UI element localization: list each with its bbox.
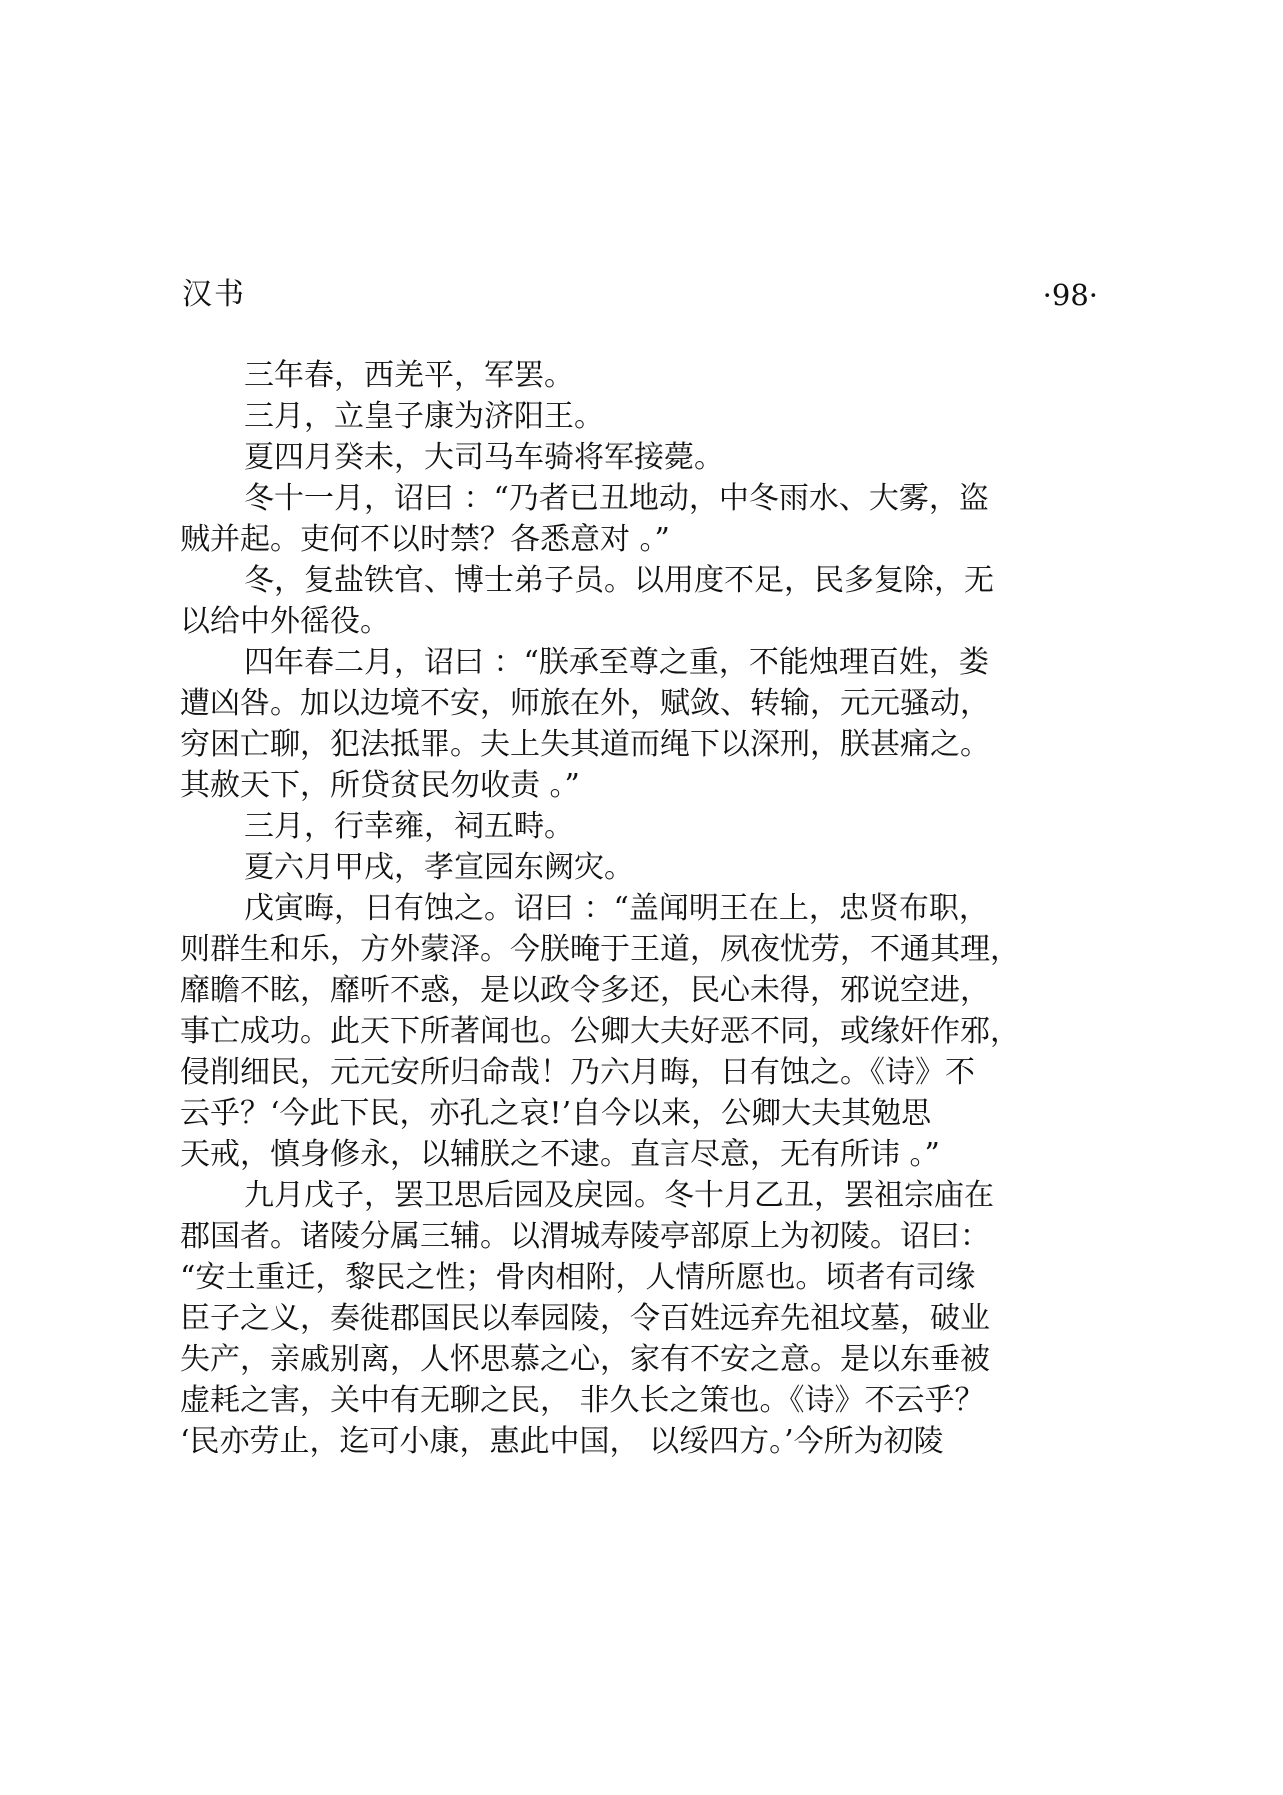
text-line: 臣子之义，奏徙郡国民以奉园陵，令百姓远弃先祖坟墓，破业 xyxy=(180,1301,990,1336)
text-line: 其赦天下，所贷贫民勿收责 。” xyxy=(180,768,580,803)
text-line: 三月，立皇子康为济阳王。 xyxy=(244,399,604,434)
text-line: 遭凶咎。加以边境不安，师旅在外，赋敛、转输，元元骚动， xyxy=(180,686,990,721)
text-line: 三月，行幸雍，祠五畤。 xyxy=(244,809,574,844)
text-line: 九月戊子，罢卫思后园及戾园。冬十月乙丑，罢祖宗庙在 xyxy=(244,1178,994,1213)
book-title: 汉书 xyxy=(182,277,246,312)
text-line: “安土重迁，黎民之性；骨肉相附，人情所愿也。顷者有司缘 xyxy=(180,1260,976,1295)
text-line: 虚耗之害，关中有无聊之民， 非久长之策也。《诗》不云乎？ xyxy=(180,1383,985,1418)
text-line: 冬十一月，诏曰 ：“乃者已丑地动，中冬雨水、大雾，盗 xyxy=(244,481,989,516)
text-line: 失产，亲戚别离，人怀思慕之心，家有不安之意。是以东垂被 xyxy=(180,1342,990,1377)
text-line: 贼并起。吏何不以时禁？各悉意对 。” xyxy=(180,522,670,557)
text-line: 侵削细民，元元安所归命哉！乃六月晦，日有蚀之。《诗》不 xyxy=(180,1055,975,1090)
body-text xyxy=(180,355,1094,1462)
text-line: 云乎？‘今此下民，亦孔之哀!’自今以来，公卿大夫其勉思 xyxy=(180,1096,932,1131)
text-line: 夏六月甲戌，孝宣园东阙灾。 xyxy=(244,850,634,885)
page-number: ·98· xyxy=(1042,278,1098,312)
page-header xyxy=(182,272,1098,318)
text-line: 郡国者。诸陵分属三辅。以渭城寿陵亭部原上为初陵。诏曰： xyxy=(180,1219,990,1254)
text-line: 事亡成功。此天下所著闻也。公卿大夫好恶不同，或缘奸作邪， xyxy=(180,1014,1020,1049)
text-line: 以给中外徭役。 xyxy=(180,604,390,639)
text-line: 冬，复盐铁官、博士弟子员。以用度不足，民多复除，无 xyxy=(244,563,994,598)
text-line: 三年春，西羌平，军罢。 xyxy=(244,358,574,393)
text-line: 天戒，慎身修永，以辅朕之不逮。直言尽意，无有所讳 。” xyxy=(180,1137,940,1172)
text-line: 四年春二月，诏曰 ：“朕承至尊之重，不能烛理百姓，娄 xyxy=(244,645,989,680)
text-line: 靡瞻不眩，靡听不惑，是以政令多还，民心未得，邪说空进， xyxy=(180,973,990,1008)
text-line: 则群生和乐，方外蒙泽。今朕晻于王道，夙夜忧劳，不通其理， xyxy=(180,932,1020,967)
text-line: 戊寅晦，日有蚀之。诏曰 ：“盖闻明王在上，忠贤布职， xyxy=(244,891,989,926)
text-line: 穷困亡聊，犯法抵罪。夫上失其道而绳下以深刑，朕甚痛之。 xyxy=(180,727,990,762)
text-line: ‘民亦劳止，迄可小康，惠此中国， 以绥四方。’今所为初陵 xyxy=(180,1424,944,1459)
text-line: 夏四月癸未，大司马车骑将军接薨。 xyxy=(244,440,724,475)
